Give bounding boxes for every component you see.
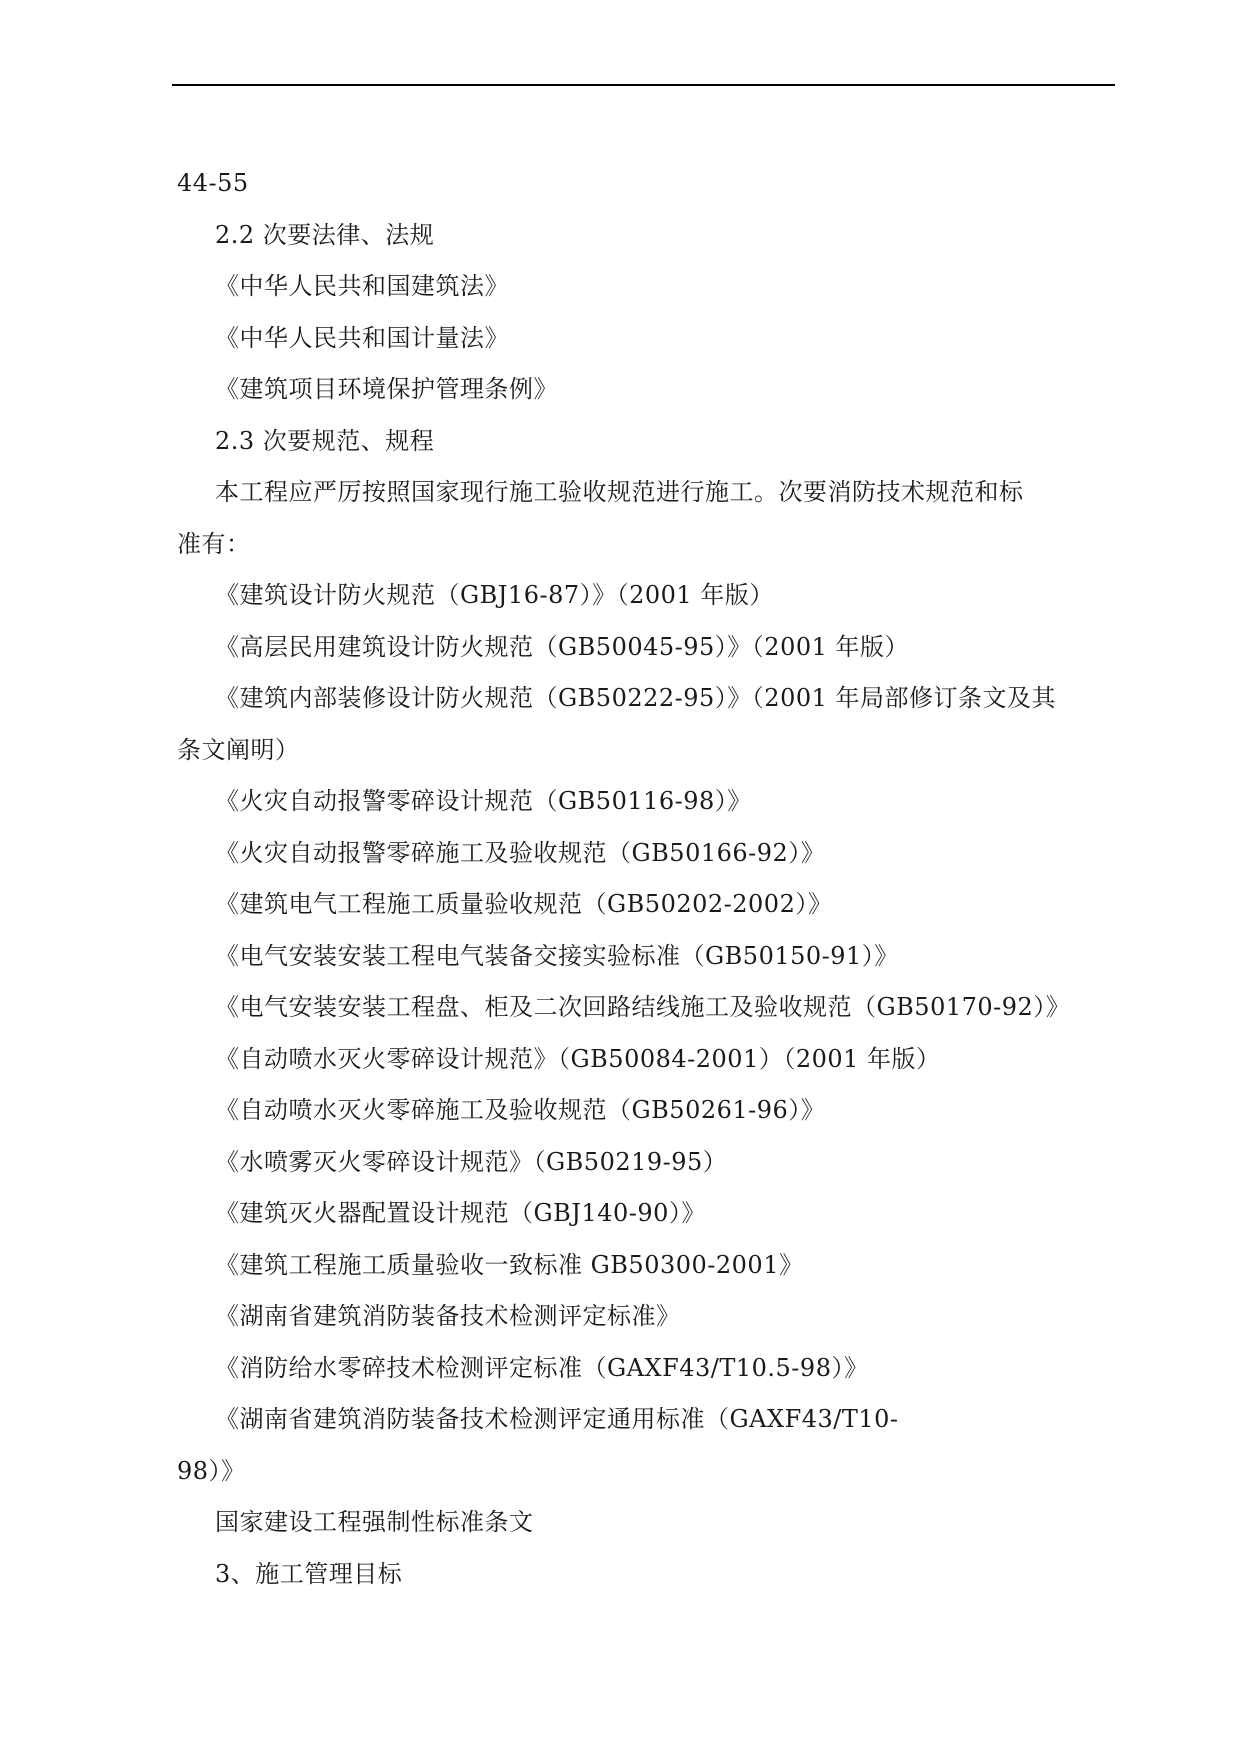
list-item: 《电气安装安装工程盘、柜及二次回路结线施工及验收规范（GB50170-92）》 (215, 993, 1071, 1021)
header-rule (172, 84, 1115, 86)
list-item-continuation: 条文阐明） (177, 735, 300, 764)
list-item: 《火灾自动报警零碎设计规范（GB50116-98）》 (215, 787, 752, 815)
paragraph-line: 准有： (177, 529, 251, 558)
list-item: 《建筑内部装修设计防火规范（GB50222-95）》（2001 年局部修订条文及其 (215, 684, 1057, 712)
list-item: 《中华人民共和国计量法》 (215, 323, 509, 352)
list-item: 《建筑设计防火规范（GBJ16-87）》（2001 年版） (215, 581, 774, 609)
list-item: 国家建设工程强制性标准条文 (215, 1508, 534, 1536)
list-item: 《湖南省建筑消防装备技术检测评定通用标准（GAXF43/T10- (215, 1405, 899, 1433)
list-item-continuation: 98）》 (177, 1456, 246, 1485)
list-item: 《自动喷水灭火零碎设计规范》（GB50084-2001）（2001 年版） (215, 1044, 941, 1073)
text-line: 44-55 (177, 169, 249, 197)
list-item: 《建筑项目环境保护管理条例》 (215, 375, 558, 403)
document-body (177, 158, 1127, 1600)
list-item: 《建筑电气工程施工质量验收规范（GB50202-2002）》 (215, 890, 833, 918)
list-item: 《火灾自动报警零碎施工及验收规范（GB50166-92）》 (215, 838, 826, 867)
paragraph-line: 本工程应严厉按照国家现行施工验收规范进行施工。次要消防技术规范和标 (215, 478, 1024, 506)
section-heading: 2.3 次要规范、规程 (215, 426, 435, 455)
list-item: 《中华人民共和国建筑法》 (215, 272, 509, 300)
list-item: 《消防给水零碎技术检测评定标准（GAXF43/T10.5-98）》 (215, 1353, 869, 1382)
list-item: 《湖南省建筑消防装备技术检测评定标准》 (215, 1302, 681, 1330)
section-heading: 2.2 次要法律、法规 (215, 220, 435, 249)
list-item: 《建筑工程施工质量验收一致标准 GB50300-2001》 (215, 1250, 804, 1279)
section-heading: 3、施工管理目标 (215, 1559, 403, 1588)
list-item: 《建筑灭火器配置设计规范（GBJ140-90）》 (215, 1199, 706, 1227)
list-item: 《高层民用建筑设计防火规范（GB50045-95）》（2001 年版） (215, 632, 910, 661)
list-item: 《电气安装安装工程电气装备交接实验标准（GB50150-91）》 (215, 941, 899, 970)
list-item: 《自动喷水灭火零碎施工及验收规范（GB50261-96）》 (215, 1096, 826, 1124)
list-item: 《水喷雾灭火零碎设计规范》（GB50219-95） (215, 1147, 728, 1176)
